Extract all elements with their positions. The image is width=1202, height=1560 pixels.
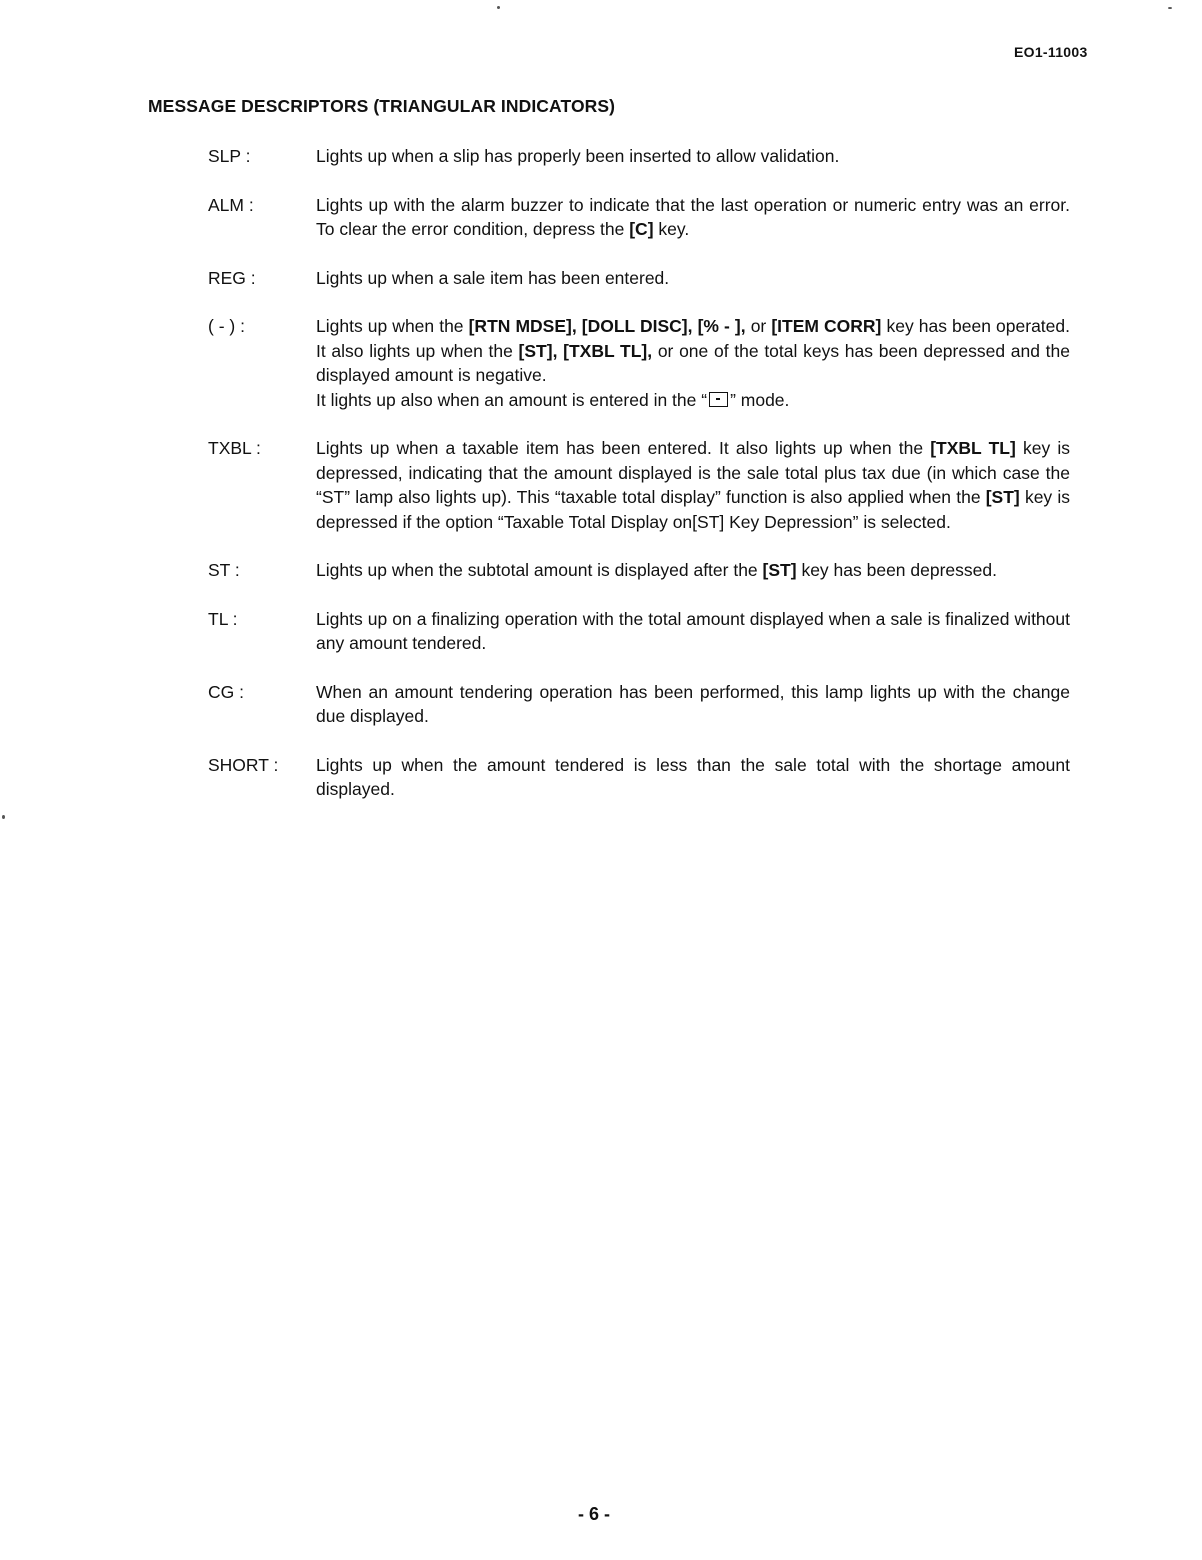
key-reference: [C] bbox=[629, 219, 654, 239]
descriptor-entry bbox=[208, 558, 1070, 583]
description-text: Lights up when the subtotal amount is displayed after the bbox=[316, 560, 763, 580]
key-reference: [ST] bbox=[762, 560, 797, 580]
descriptor-description bbox=[316, 680, 1070, 729]
description-text: Lights up when the bbox=[316, 316, 469, 336]
key-reference: [TXBL TL] bbox=[930, 438, 1016, 458]
descriptor-label: SLP : bbox=[208, 146, 251, 166]
descriptor-description bbox=[316, 607, 1070, 656]
key-reference: [ST] bbox=[985, 487, 1020, 507]
descriptor-label: ALM : bbox=[208, 194, 254, 215]
descriptor-description bbox=[316, 266, 1070, 291]
descriptor-entry bbox=[208, 266, 1070, 291]
scan-speck bbox=[1168, 7, 1172, 9]
descriptor-list bbox=[208, 144, 1070, 826]
descriptor-label: ST : bbox=[208, 560, 240, 580]
description-text: Lights up when a taxable item has been entered. It also lights up when the bbox=[316, 438, 931, 458]
descriptor-description bbox=[316, 193, 1070, 242]
scan-speck bbox=[497, 6, 500, 9]
descriptor-label: CG : bbox=[208, 681, 244, 702]
key-reference: [ST], [TXBL TL], bbox=[518, 340, 653, 361]
descriptor-label: REG : bbox=[208, 267, 256, 288]
description-text: key is depressed, indicating that the amount displayed is the sale total plus tax due (in which case the “ST” lamp also lights up). This “taxable total display” function is also applied when the bbox=[316, 438, 1070, 507]
description-text: key has been operated. It also lights up when the bbox=[316, 316, 1070, 361]
descriptor-description bbox=[316, 144, 1070, 169]
description-text: or bbox=[745, 316, 772, 336]
descriptor-entry bbox=[208, 607, 1070, 656]
description-text: It lights up also when an amount is entered in the “ bbox=[316, 389, 708, 410]
descriptor-label: TXBL : bbox=[208, 438, 261, 458]
description-text: key. bbox=[653, 219, 690, 239]
descriptor-label: ( - ) : bbox=[208, 316, 245, 336]
descriptor-entry bbox=[208, 144, 1070, 169]
descriptor-entry bbox=[208, 314, 1070, 412]
descriptor-label: TL : bbox=[208, 608, 238, 629]
description-text: ” mode. bbox=[730, 389, 790, 410]
description-text: key has been depressed. bbox=[796, 560, 997, 580]
scan-speck bbox=[2, 815, 5, 819]
description-text: or one of the total keys has been depressed and the displayed amount is negative. bbox=[316, 340, 1070, 385]
key-reference: [ITEM CORR] bbox=[771, 316, 882, 336]
description-text: Lights up when the amount tendered is less than the sale total with the shortage amount displayed. bbox=[316, 754, 1070, 799]
document-id: EO1-11003 bbox=[1014, 44, 1088, 60]
page-number: - 6 - bbox=[577, 1504, 610, 1524]
description-text: Lights up on a finalizing operation with the total amount displayed when a sale is finalized without any amount tendered. bbox=[316, 608, 1070, 653]
section-heading: MESSAGE DESCRIPTORS (TRIANGULAR INDICATORS) bbox=[148, 96, 616, 116]
descriptor-description bbox=[316, 753, 1070, 802]
descriptor-description bbox=[316, 436, 1070, 534]
descriptor-description bbox=[316, 558, 1070, 583]
description-text: Lights up with the alarm buzzer to indicate that the last operation or numeric entry was an error. To clear the error condition, depress the bbox=[316, 194, 1070, 239]
descriptor-label: SHORT : bbox=[208, 754, 279, 775]
description-text: Lights up when a sale item has been entered. bbox=[316, 267, 670, 288]
key-reference: [RTN MDSE], [DOLL DISC], [% - ], bbox=[468, 316, 746, 336]
descriptor-entry bbox=[208, 436, 1070, 534]
descriptor-entry bbox=[208, 753, 1070, 802]
descriptor-description bbox=[316, 314, 1070, 412]
minus-key-icon bbox=[709, 392, 728, 407]
description-text: Lights up when a slip has properly been inserted to allow validation. bbox=[316, 146, 840, 166]
description-text: When an amount tendering operation has been performed, this lamp lights up with the change due displayed. bbox=[316, 681, 1070, 726]
descriptor-entry bbox=[208, 680, 1070, 729]
description-text: key is depressed if the option “Taxable Total Display on[ST] Key Depression” is selected. bbox=[316, 487, 1070, 532]
descriptor-entry bbox=[208, 193, 1070, 242]
